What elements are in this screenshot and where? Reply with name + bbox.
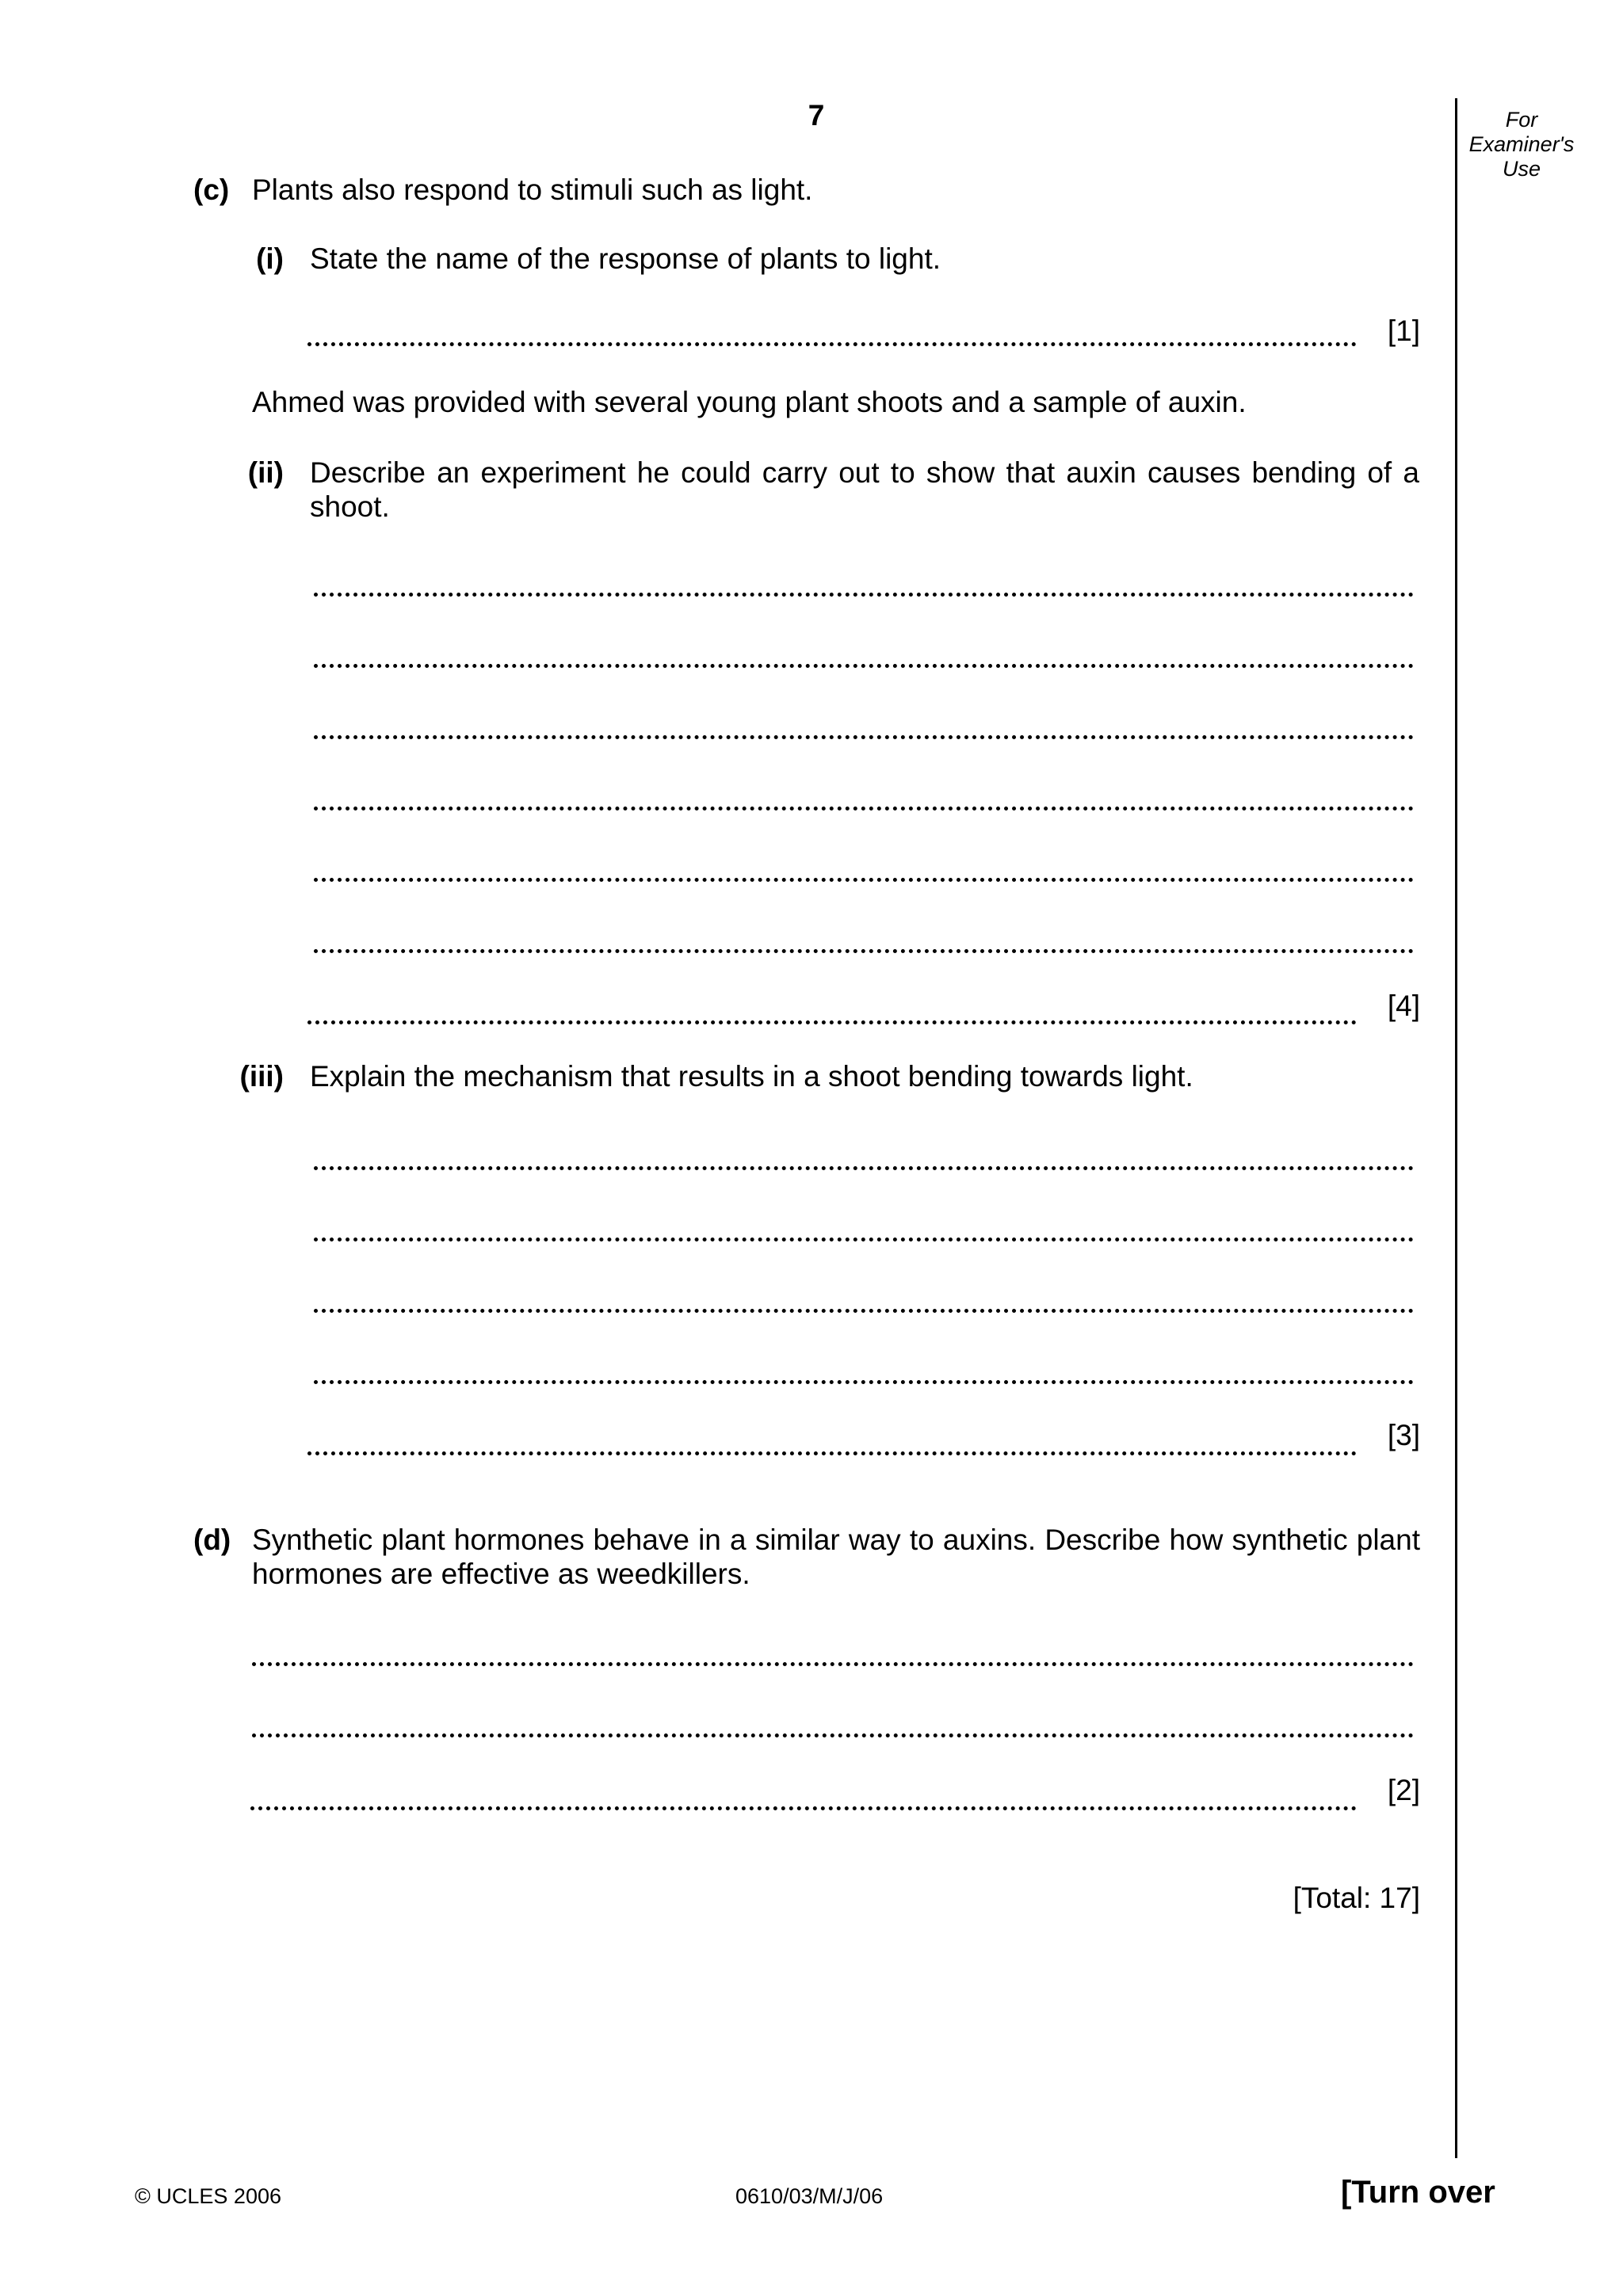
part-c-i-label: (i) bbox=[256, 242, 284, 275]
answer-line-c-iii-4[interactable] bbox=[314, 1380, 1414, 1384]
answer-line-d-2[interactable] bbox=[252, 1733, 1414, 1737]
answer-line-c-iii-3[interactable] bbox=[314, 1309, 1414, 1313]
context-text: Ahmed was provided with several young plant shoots and a sample of auxin. bbox=[252, 386, 1247, 418]
part-c-text: Plants also respond to stimuli such as light. bbox=[252, 174, 813, 206]
answer-line-c-ii-2[interactable] bbox=[314, 664, 1414, 668]
answer-line-c-ii-3[interactable] bbox=[314, 735, 1414, 739]
total-marks: [Total: 17] bbox=[1293, 1882, 1420, 1914]
answer-line-c-iii-2[interactable] bbox=[314, 1238, 1414, 1241]
footer-turn-over: [Turn over bbox=[1341, 2175, 1495, 2210]
answer-line-d-3[interactable] bbox=[250, 1806, 1357, 1810]
answer-line-c-ii-5[interactable] bbox=[314, 878, 1414, 882]
answer-line-c-ii-6[interactable] bbox=[314, 949, 1414, 953]
answer-line-c-iii-5[interactable] bbox=[307, 1451, 1357, 1455]
examiner-line-1: For bbox=[1505, 108, 1538, 132]
examiner-margin-rule bbox=[1455, 98, 1457, 2158]
answer-line-c-ii-4[interactable] bbox=[314, 807, 1414, 810]
part-c-label: (c) bbox=[193, 174, 230, 206]
part-d-text: Synthetic plant hormones behave in a similar way to auxins. Describe how synthetic plant hormones are effective as weedkillers. bbox=[252, 1524, 1420, 1590]
part-c-iii-label: (iii) bbox=[239, 1060, 284, 1093]
part-c-i-text: State the name of the response of plants to light. bbox=[310, 242, 941, 275]
mark-c-ii: [4] bbox=[1387, 990, 1420, 1022]
mark-c-i: [1] bbox=[1387, 315, 1420, 347]
part-c-iii-text: Explain the mechanism that results in a shoot bending towards light. bbox=[310, 1060, 1193, 1093]
answer-line-c-ii-7[interactable] bbox=[307, 1020, 1357, 1024]
mark-d: [2] bbox=[1387, 1774, 1420, 1806]
answer-line-c-ii-1[interactable] bbox=[314, 593, 1414, 597]
examiner-use-label bbox=[1450, 108, 1593, 181]
footer-copyright: © UCLES 2006 bbox=[135, 2184, 281, 2208]
mark-c-iii: [3] bbox=[1387, 1419, 1420, 1451]
footer-code: 0610/03/M/J/06 bbox=[735, 2184, 884, 2208]
part-d-label: (d) bbox=[193, 1524, 231, 1556]
answer-line-c-i[interactable] bbox=[307, 342, 1357, 346]
examiner-line-3: Use bbox=[1502, 157, 1541, 181]
answer-line-d-1[interactable] bbox=[252, 1662, 1414, 1666]
part-c-ii-label: (ii) bbox=[247, 456, 284, 489]
part-c-ii-text: Describe an experiment he could carry out to show that auxin causes bending of a shoot. bbox=[310, 456, 1419, 523]
answer-line-c-iii-1[interactable] bbox=[314, 1166, 1414, 1170]
examiner-line-2: Examiner's bbox=[1468, 132, 1575, 156]
page-number: 7 bbox=[808, 99, 825, 132]
